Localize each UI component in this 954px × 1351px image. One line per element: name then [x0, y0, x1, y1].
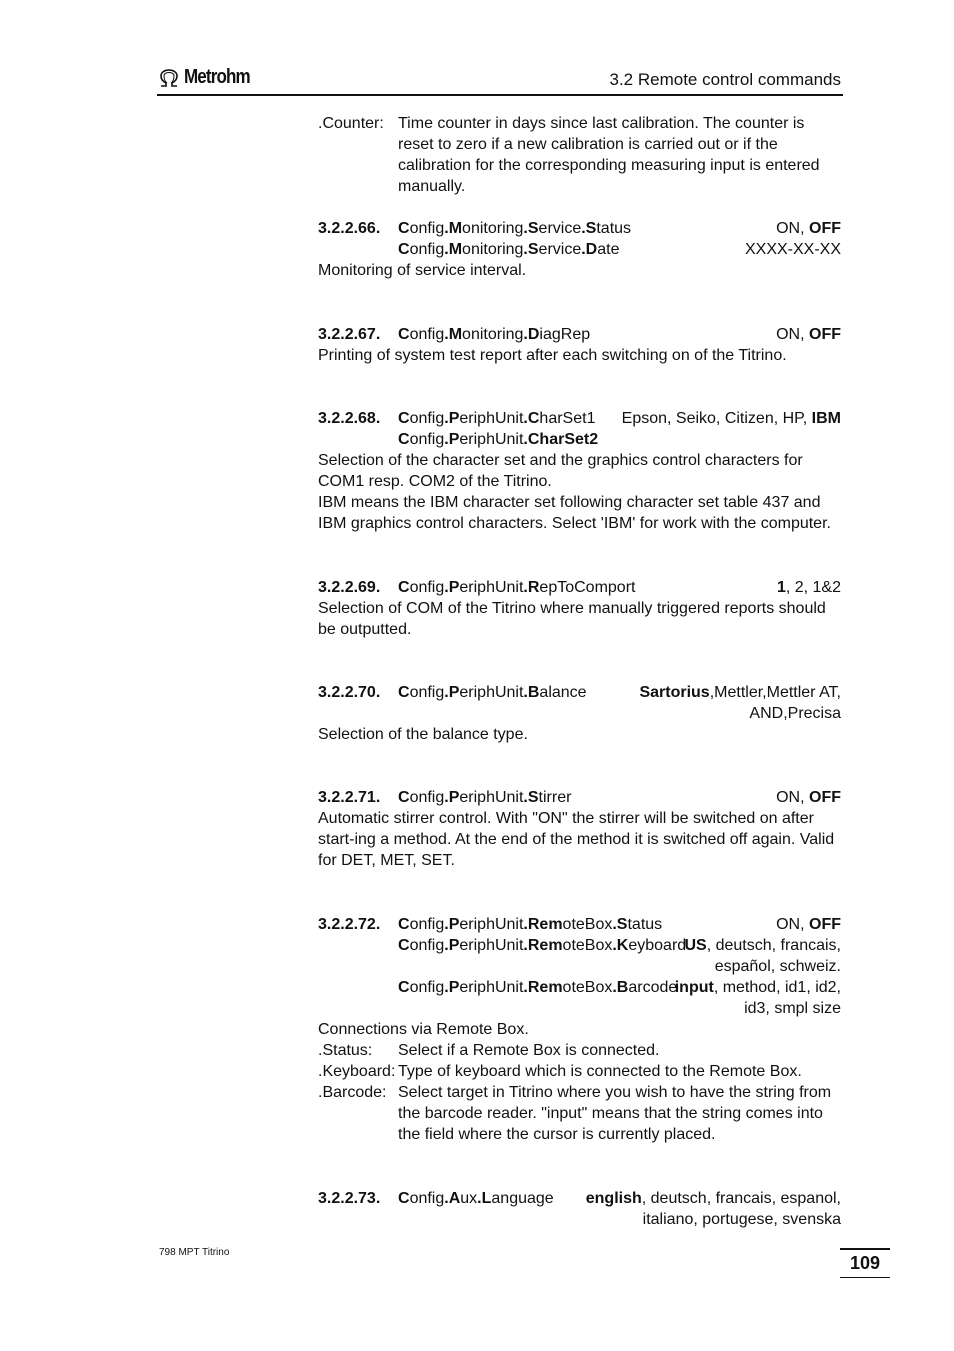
section-3-2-2-67	[318, 324, 841, 366]
command-date: Config.Monitoring.Service.Date	[398, 241, 620, 258]
section-description: Selection of the balance type.	[318, 726, 528, 743]
command-status: Config.Monitoring.Service.Status	[398, 220, 632, 237]
counter-definition	[318, 113, 841, 197]
section-number: 3.2.2.70.	[318, 684, 381, 701]
section-number: 3.2.2.71.	[318, 789, 381, 806]
value-options-cont: AND,Precisa	[749, 705, 841, 722]
value-options: ON, OFF	[776, 326, 841, 343]
command-charset1: Config.PeriphUnit.CharSet1	[398, 410, 596, 427]
value-options-barcode-cont: id3, smpl size	[744, 1000, 841, 1017]
value-options: ON, OFF	[776, 789, 841, 806]
value-options-cont: italiano, portugese, svenska	[642, 1211, 841, 1228]
value-options: Sartorius,Mettler,Mettler AT,	[639, 684, 841, 701]
section-3-2-2-70	[318, 682, 841, 745]
brand-logo	[158, 66, 261, 89]
counter-text: Time counter in days since last calibration. The counter is reset to zero if a new calibration is carried out or if the calibration for the corresponding measuring input is entered manually.	[398, 115, 820, 195]
section-3-2-2-71	[318, 787, 841, 871]
section-description: Printing of system test report after each switching on of the Titrino.	[318, 347, 787, 364]
section-3-2-2-66	[318, 218, 841, 281]
section-number: 3.2.2.66.	[318, 220, 381, 237]
definition-keyboard: .Keyboard: Type of keyboard which is connected to the Remote Box.	[318, 1063, 802, 1080]
section-3-2-2-68	[318, 408, 841, 534]
command-balance: Config.PeriphUnit.Balance	[398, 684, 587, 701]
command-remotebox-status: Config.PeriphUnit.RemoteBox.Status	[398, 916, 663, 933]
section-description: Monitoring of service interval.	[318, 262, 527, 279]
command-remotebox-barcode: Config.PeriphUnit.RemoteBox.Barcode	[398, 979, 678, 996]
value-options: ON, OFF	[776, 220, 841, 237]
counter-term: .Counter:	[318, 115, 384, 132]
definition-barcode: .Barcode: Select target in Titrino where you wish to have the string from the barcode reader. "input" means that the string comes into the field where the cursor is currently placed.	[318, 1084, 832, 1143]
value-options: english, deutsch, francais, espanol,	[585, 1190, 841, 1207]
section-number: 3.2.2.72.	[318, 916, 381, 933]
command-diagrep: Config.Monitoring.DiagRep	[398, 326, 591, 343]
brand-name: Metrohm	[184, 66, 250, 88]
value-options-keyboard: US, deutsch, francais,	[684, 937, 841, 954]
section-number: 3.2.2.69.	[318, 579, 381, 596]
section-description: Selection of COM of the Titrino where manually triggered reports should be outputted.	[318, 600, 826, 638]
value-options-keyboard-cont: español, schweiz.	[714, 958, 841, 975]
value-format: XXXX-XX-XX	[744, 241, 841, 258]
command-stirrer: Config.PeriphUnit.Stirrer	[398, 789, 572, 806]
value-options-barcode: input, method, id1, id2,	[674, 979, 841, 996]
header-rule	[157, 94, 843, 96]
value-options-status: ON, OFF	[776, 916, 841, 933]
definition-list	[318, 1040, 841, 1145]
command-language: Config.Aux.Language	[398, 1190, 554, 1207]
command-remotebox-keyboard: Config.PeriphUnit.RemoteBox.Keyboard	[398, 937, 687, 954]
section-number: 3.2.2.67.	[318, 326, 381, 343]
section-title: 3.2 Remote control commands	[609, 70, 841, 89]
section-description: Automatic stirrer control. With "ON" the stirrer will be switched on after start-ing a method. At the end of the method it is switched off again. Valid for DET, MET, SET.	[318, 810, 835, 869]
section-3-2-2-73	[318, 1188, 841, 1230]
metrohm-omega-icon	[158, 68, 180, 88]
section-number: 3.2.2.73.	[318, 1190, 381, 1207]
section-description: Connections via Remote Box.	[318, 1021, 529, 1038]
section-3-2-2-69	[318, 577, 841, 640]
page-number: 109	[840, 1248, 890, 1278]
section-number: 3.2.2.68.	[318, 410, 381, 427]
value-options: Epson, Seiko, Citizen, HP, IBM	[621, 410, 841, 427]
definition-status: .Status: Select if a Remote Box is connected.	[318, 1042, 660, 1059]
command-reptocomport: Config.PeriphUnit.RepToComport	[398, 579, 636, 596]
section-3-2-2-72	[318, 914, 841, 1145]
section-description-1: Selection of the character set and the graphics control characters for COM1 resp. COM2 of the Titrino.	[318, 452, 803, 490]
section-description-2: IBM means the IBM character set following character set table 437 and IBM graphics control characters. Select 'IBM' for work with the computer.	[318, 494, 831, 532]
document-name: 798 MPT Titrino	[159, 1247, 230, 1258]
command-charset2: Config.PeriphUnit.CharSet2	[398, 431, 599, 448]
value-options: 1, 2, 1&2	[776, 579, 841, 596]
